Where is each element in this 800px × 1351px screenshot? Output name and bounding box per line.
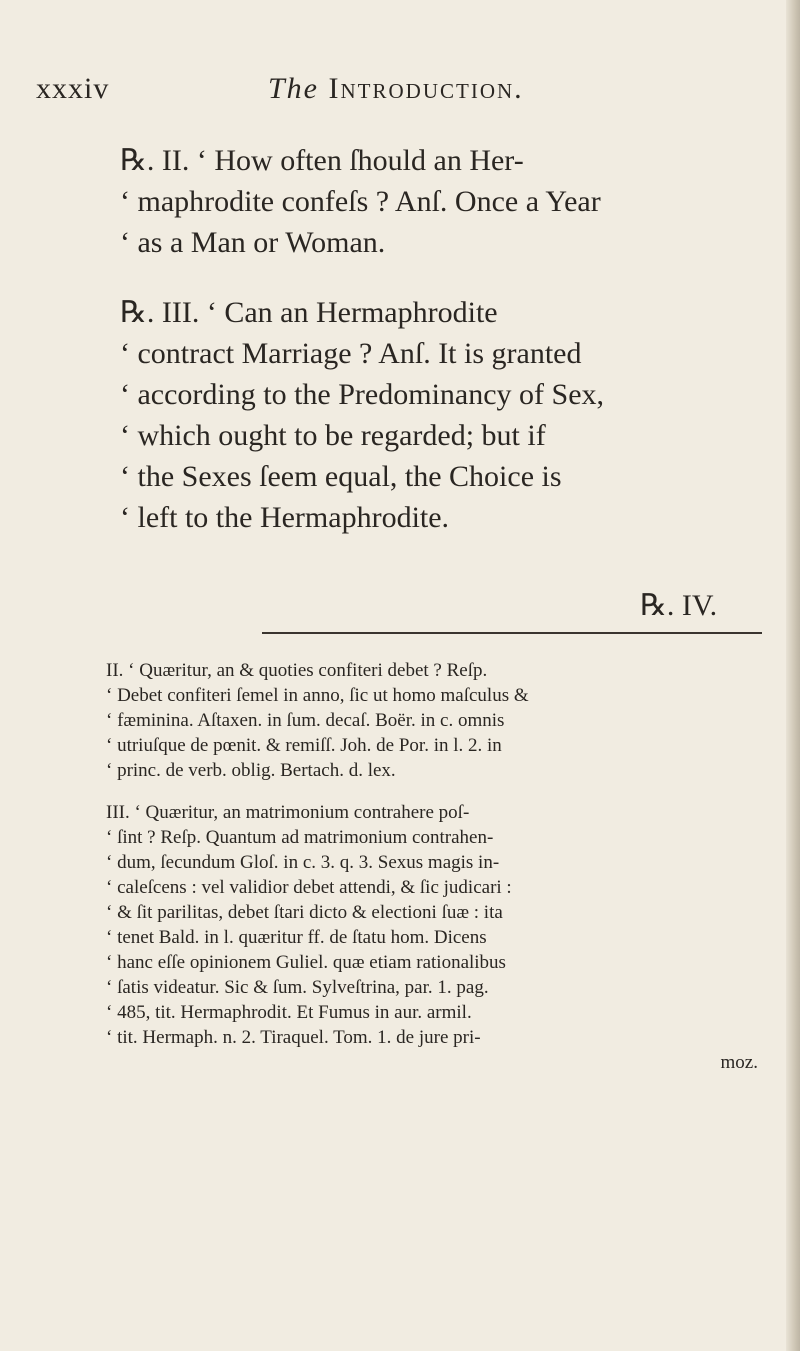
footnote-2 <box>106 658 768 783</box>
note-line: ‘ utriuſque de pœnit. & remiſſ. Joh. de Por. in l. 2. in <box>106 735 502 756</box>
page-edge <box>786 0 800 1351</box>
note-line: ‘ & ſit parilitas, debet ſtari dicto & electioni ſuæ : ita <box>106 902 503 923</box>
note-line: ‘ Debet confiteri ſemel in anno, ſic ut homo maſculus & <box>106 685 529 706</box>
question-3 <box>120 292 770 538</box>
text-line: ‘ the Sexes ſeem equal, the Choice is <box>120 460 562 493</box>
text-line: ℞. II. ‘ How often ſhould an Her- <box>120 144 524 177</box>
text-line: ‘ as a Man or Woman. <box>120 226 386 259</box>
text-line: ‘ maphrodite confeſs ? Anſ. Once a Year <box>120 185 601 218</box>
note-line: ‘ tenet Bald. in l. quæritur ff. de ſtatu hom. Dicens <box>106 927 487 948</box>
text-line: ‘ which ought to be regarded; but if <box>120 419 546 452</box>
text-line: ‘ left to the Hermaphrodite. <box>120 501 450 534</box>
note-line: ‘ princ. de verb. oblig. Bertach. d. lex. <box>106 760 396 781</box>
footnote-3 <box>106 800 768 1075</box>
note-line: ‘ ſatis videatur. Sic & ſum. Sylveſtrina, par. 1. pag. <box>106 977 489 998</box>
note-line: ‘ 485, tit. Hermaphrodit. Et Fumus in aur. armil. <box>106 1002 472 1023</box>
note-line: III. ‘ Quæritur, an matrimonium contrahere poſ- <box>106 802 470 823</box>
note-line: ‘ hanc eſſe opinionem Guliel. quæ etiam rationalibus <box>106 952 506 973</box>
note-line: ‘ dum, ſecundum Gloſ. in c. 3. q. 3. Sexus magis in- <box>106 852 500 873</box>
note-line: II. ‘ Quæritur, an & quoties confiteri debet ? Reſp. <box>106 660 488 681</box>
note-line: ‘ tit. Hermaph. n. 2. Tiraquel. Tom. 1. de jure pri- <box>106 1027 481 1048</box>
page-number: xxxiv <box>36 72 110 105</box>
note-line: ‘ ſint ? Reſp. Quantum ad matrimonium contrahen- <box>106 827 494 848</box>
running-header <box>36 72 756 112</box>
note-line: moz. <box>720 1052 758 1073</box>
catchword: ℞. IV. <box>640 589 718 622</box>
question-2 <box>120 140 770 263</box>
footnote-rule <box>262 632 762 634</box>
running-title <box>268 72 524 106</box>
text-line: ‘ contract Marriage ? Anſ. It is granted <box>120 337 582 370</box>
text-line: ℞. III. ‘ Can an Hermaphrodite <box>120 296 498 329</box>
running-title-the: The <box>268 72 319 105</box>
text-line: ‘ according to the Predominancy of Sex, <box>120 378 605 411</box>
note-line: ‘ fæminina. Aſtaxen. in ſum. decaſ. Boër. in c. omnis <box>106 710 505 731</box>
note-line: ‘ caleſcens : vel validior debet attendi, & ſic judicari : <box>106 877 512 898</box>
running-title-rest: Introduction. <box>328 72 524 105</box>
